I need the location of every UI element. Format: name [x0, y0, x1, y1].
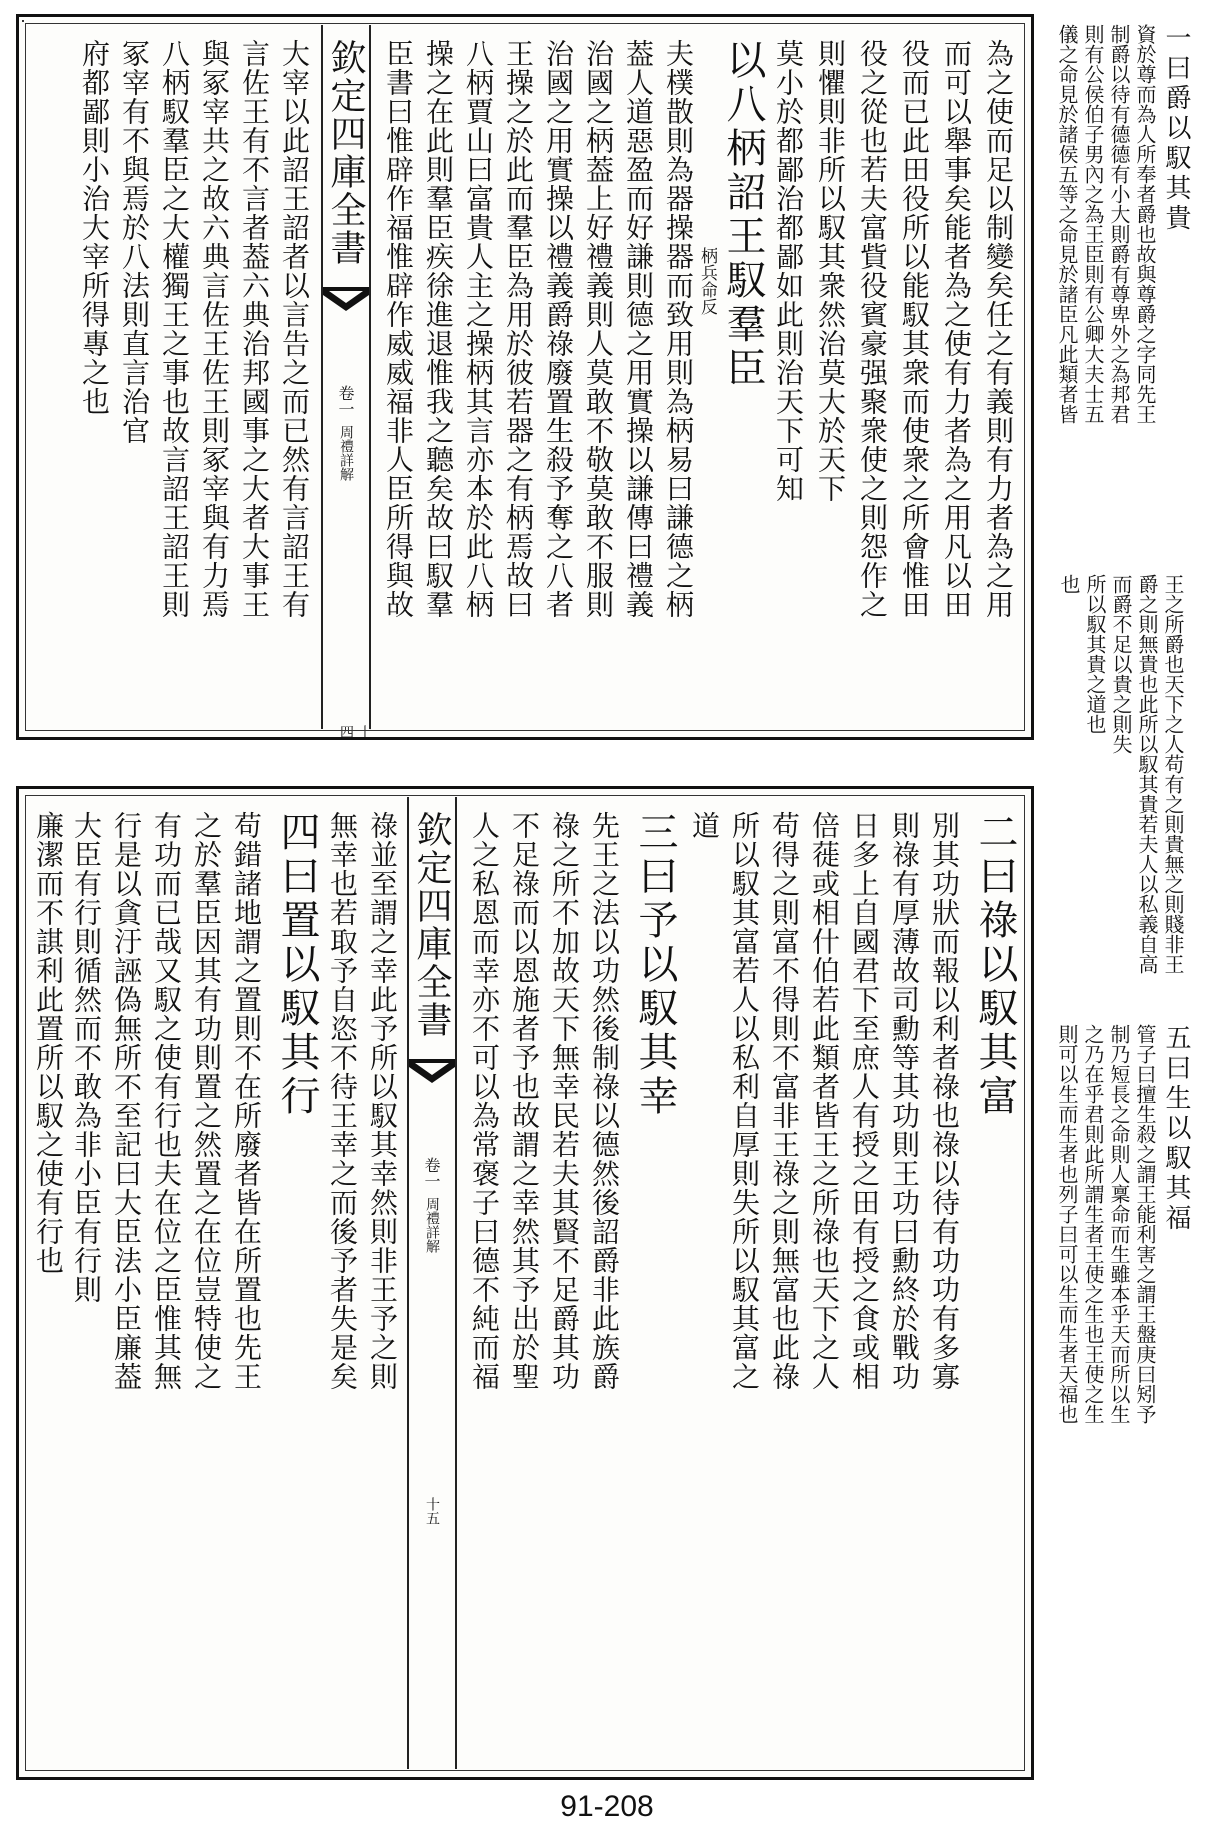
text-column: 所以馭其富若人以私利自厚則失所以馭其富之 — [728, 811, 761, 1391]
fishtail-mark-icon — [409, 1059, 455, 1085]
page-number: 十四 — [338, 725, 372, 739]
book-title: 欽定四庫全書 — [325, 39, 366, 267]
page-number: 十五 — [424, 1497, 440, 1525]
text-column: 也 — [1057, 574, 1081, 594]
text-column: 所以馭其貴之道也 — [1083, 574, 1107, 734]
text-column: 道 — [688, 811, 721, 840]
text-column: 葢人道惡盈而好謙則德之用實操以謙傳曰禮義 — [622, 39, 655, 619]
top-page — [16, 14, 1034, 740]
text-column: 之乃在乎君則此所謂生者王使之生也王使之生 — [1081, 1024, 1105, 1424]
text-column: 制爵以待有德德有小大則爵有尊卑外之為邦君 — [1107, 24, 1131, 424]
volume-label: 卷一 — [336, 385, 355, 417]
text-column: 行是以貪汙誣偽無所不至記曰大臣法小臣廉葢 — [110, 811, 143, 1391]
text-column: 八柄賈山曰富貴人主之操柄其言亦本於此八柄 — [462, 39, 495, 619]
text-column: 爵之則無貴也此所以馭其貴若夫人以私義自高 — [1135, 574, 1159, 974]
centre-fold — [321, 25, 372, 739]
text-column: 則祿有厚薄故司勳等其功則王功曰勳終於戰功 — [888, 811, 921, 1391]
text-column: 治國之柄葢上好禮義則人莫敢不敬莫敢不服則 — [582, 39, 615, 619]
text-column: 先王之法以功然後制祿以德然後詔爵非此族爵 — [588, 811, 621, 1391]
text-column: 無幸也若取予自恣不待王幸之而後予者失是矣 — [326, 811, 359, 1391]
section-heading: 一曰爵以馭其貴 — [1161, 24, 1191, 234]
section-heading: 四曰置以馭其行 — [274, 811, 320, 1119]
book-title: 欽定四庫全書 — [411, 811, 452, 1039]
text-column: 則有公侯伯子男內之為王臣則有公卿大夫士五 — [1081, 24, 1105, 424]
text-column: 儀之命見於諸侯五等之命見於諸臣凡此類者皆 — [1055, 24, 1079, 424]
continuation-strip — [1040, 14, 1210, 1780]
text-column: 而可以舉事矣能者為之使有力者為之用凡以田 — [940, 39, 973, 619]
text-column: 人之私恩而幸亦不可以為常褒子曰德不純而福 — [468, 811, 501, 1391]
bottom-page — [16, 786, 1034, 1780]
text-column: 大宰以此詔王詔者以言告之而已然有言詔王有 — [278, 39, 311, 619]
text-column: 日多上自國君下至庶人有授之田有授之食或相 — [848, 811, 881, 1391]
text-column: 操之在此則羣臣疾徐進退惟我之聽矣故曰馭羣 — [422, 39, 455, 619]
text-column: 大臣有行則循然而不敢為非小臣有行則 — [70, 811, 103, 1304]
book-name: 周禮詳解 — [338, 425, 354, 481]
text-column: 倍蓰或相什伯若此類者皆王之所祿也天下之人 — [808, 811, 841, 1391]
text-column: 之於羣臣因其有功則置之然置之在位豈特使之 — [190, 811, 223, 1391]
book-name: 周禮詳解 — [424, 1197, 440, 1253]
text-column: 役之從也若夫富貲役賓豪强聚衆使之則怨作之 — [856, 39, 889, 619]
text-column: 為之使而足以制變矣任之有義則有力者為之用 — [982, 39, 1015, 619]
text-column: 制乃短長之命則人稟命而生雖本乎天而所以生 — [1107, 1024, 1131, 1424]
text-column: 祿之所不加故天下無幸民若夫其賢不足爵其功 — [548, 811, 581, 1391]
text-column: 有功而已哉又馭之使有行也夫在位之臣惟其無 — [150, 811, 183, 1391]
section-heading: 五曰生以馭其福 — [1161, 1024, 1191, 1234]
text-column: 府都鄙則小治大宰所得專之也 — [78, 39, 111, 416]
text-column: 役而已此田役所以能馭其衆而使衆之所會惟田 — [898, 39, 931, 619]
text-column: 不足祿而以恩施者予也故謂之幸然其予出於聖 — [508, 811, 541, 1391]
text-column: 祿並至謂之幸此予所以馭其幸然則非王予之則 — [366, 811, 399, 1391]
text-column: 臣書曰惟辟作福惟辟作威威福非人臣所得與故 — [382, 39, 415, 619]
page-footer-number: 91-208 — [560, 1790, 654, 1823]
text-column: 廉潔而不諆利此置所以馭之使有行也 — [32, 811, 65, 1275]
text-column: 王之所爵也天下之人苟有之則貴無之則賤非王 — [1161, 574, 1185, 974]
text-column: 夫樸㪚則為器操器而致用則為柄易曰謙德之柄 — [662, 39, 695, 619]
section-heading: 二曰祿以馭其富 — [972, 811, 1018, 1119]
text-column: 管子曰擅生殺之謂王能利害之謂王盤庚曰矧予 — [1133, 1024, 1157, 1424]
text-column: 莫小於都鄙治都鄙如此則治天下可知 — [772, 39, 805, 503]
volume-label: 卷一 — [422, 1157, 441, 1189]
text-column: 王操之於此而羣臣為用於彼若器之有柄焉故曰 — [502, 39, 535, 619]
text-column: 別其功狀而報以利者祿也祿以待有功功有多寡 — [928, 811, 961, 1391]
text-column: 與冢宰共之故六典言佐王佐王則冢宰與有力焉 — [198, 39, 231, 619]
pronunciation-note: 柄兵命反 — [697, 247, 717, 315]
text-column: 苟得之則富不得則不富非王祿之則無富也此祿 — [768, 811, 801, 1391]
text-column: 冢宰有不與焉於八法則直言治官 — [118, 39, 151, 445]
text-column: 而爵不足以貴之則失 — [1109, 574, 1133, 754]
text-column: 治國之用實操以禮義爵祿廢置生殺予奪之八者 — [542, 39, 575, 619]
text-column: 言佐王有不言者葢六典治邦國事之大者大事王 — [238, 39, 271, 619]
centre-fold — [407, 797, 457, 1769]
section-heading: 以八柄詔王馭羣臣 — [720, 39, 766, 391]
text-column: 八柄馭羣臣之大權獨王之事也故言詔王詔王則 — [158, 39, 191, 619]
fishtail-mark-icon — [323, 287, 369, 313]
text-column: 則可以生而生者也列子曰可以生而生者天福也 — [1055, 1024, 1079, 1424]
text-column: 資於尊而為人所奉者爵也故與尊爵之字同先王 — [1133, 24, 1157, 424]
text-column: 苟錯諸地謂之置則不在所廢者皆在所置也先王 — [230, 811, 263, 1391]
text-column: 則懼則非所以馭其衆然治莫大於天下 — [814, 39, 847, 503]
section-heading: 三曰予以馭其幸 — [632, 811, 678, 1119]
